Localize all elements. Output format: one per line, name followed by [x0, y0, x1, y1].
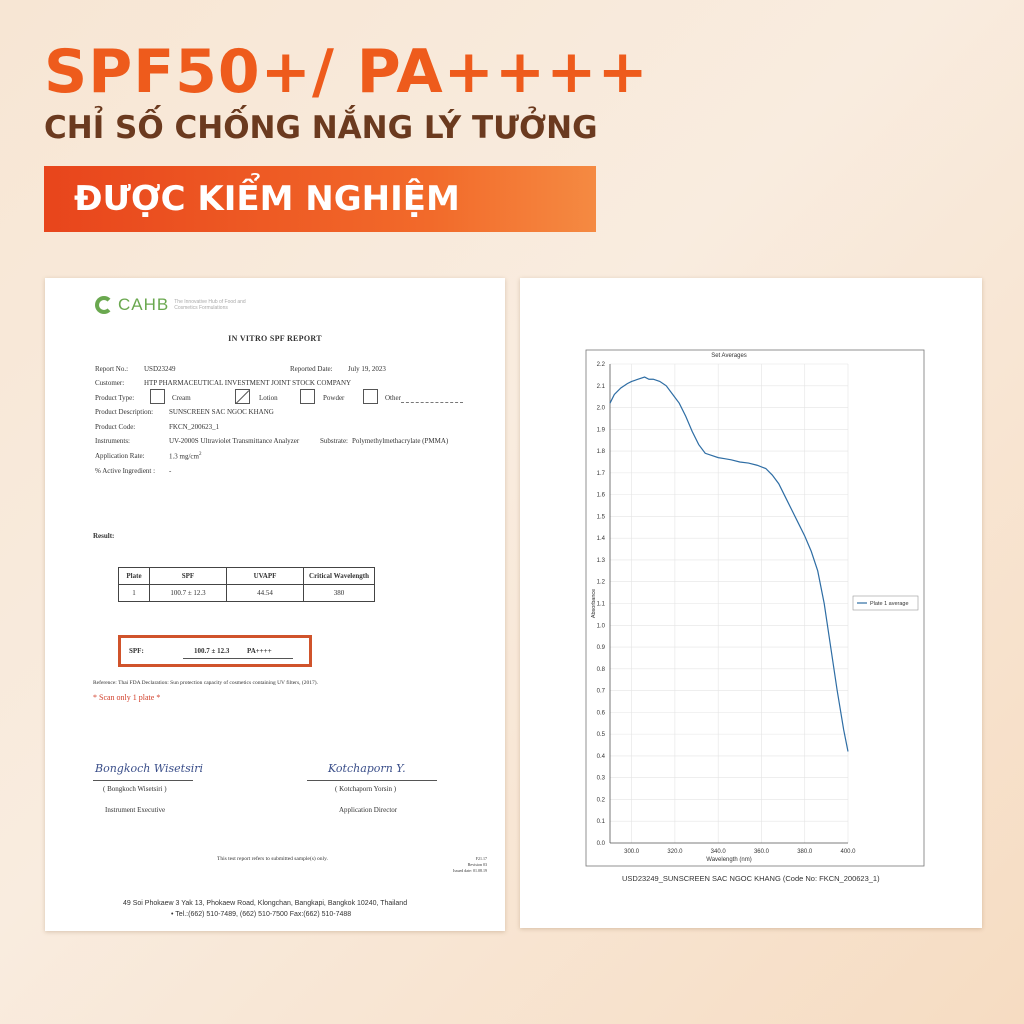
contact-text: Tel.:(662) 510-7489, (662) 510-7500 Fax:(662) 510-7488 [175, 911, 352, 918]
application-rate [169, 452, 201, 460]
scan-note: * Scan only 1 plate * [93, 693, 161, 702]
signer-1-name: ( Bongkoch Wisetsiri ) [103, 785, 167, 793]
signature-2: Kotchaporn Y. [328, 762, 406, 775]
y-tick-label: 2.1 [596, 383, 605, 390]
doc-code-line: Revision 03 [467, 862, 487, 867]
absorbance-chart-document [520, 278, 982, 928]
x-tick-label: 340.0 [710, 849, 726, 855]
y-tick-label: 0.4 [596, 753, 605, 760]
product-type-label: Product Type: [95, 394, 135, 402]
document-code [453, 856, 487, 874]
report-no: USD23249 [144, 365, 176, 373]
y-tick-label: 0.0 [596, 841, 605, 847]
table-cell: 100.7 ± 12.3 [150, 585, 227, 602]
signature-line-1 [93, 780, 193, 781]
spf-report-document [45, 278, 505, 931]
results-table [118, 567, 375, 602]
product-type-powder: Powder [323, 394, 345, 402]
x-tick-label: 360.0 [753, 849, 769, 855]
logo-tagline: The Innovative Hub of Food and Cosmetics Formulations [174, 299, 246, 311]
substrate-label: Substrate: [320, 437, 348, 445]
checkbox-cream [150, 389, 165, 404]
doc-code-line: F21.17 [475, 856, 487, 861]
table-header: SPF [150, 568, 227, 585]
y-tick-label: 0.2 [596, 797, 605, 804]
chart-title: Set Averages [711, 353, 747, 359]
x-tick-label: 320.0 [667, 849, 683, 855]
report-title: IN VITRO SPF REPORT [228, 334, 322, 343]
y-tick-label: 0.7 [596, 688, 605, 695]
cahb-logo-icon [95, 296, 113, 314]
address: 49 Soi Phokaew 3 Yak 13, Phokaew Road, Klongchan, Bangkapi, Bangkok 10240, Thailand [123, 900, 408, 907]
y-tick-label: 1.5 [596, 514, 605, 521]
spf-underline [183, 658, 293, 659]
table-cell: 380 [304, 585, 375, 602]
logo-text: CAHB [118, 295, 170, 314]
y-tick-label: 2.0 [596, 405, 605, 412]
y-axis-label: Absorbance [591, 588, 597, 619]
x-tick-label: 300.0 [624, 849, 640, 855]
y-tick-label: 0.5 [596, 732, 605, 739]
y-tick-label: 1.3 [596, 557, 605, 564]
instruments: UV-2000S Ultraviolet Transmittance Analyzer [169, 437, 300, 445]
product-type-cream: Cream [172, 394, 191, 402]
y-tick-label: 2.2 [596, 362, 605, 368]
signature-1: Bongkoch Wisetsiri [95, 762, 204, 775]
spf-value: 100.7 ± 12.3 [194, 647, 230, 655]
x-tick-label: 400.0 [840, 849, 856, 855]
x-axis-label: Wavelength (nm) [706, 857, 752, 863]
substrate: Polymethylmethacrylate (PMMA) [352, 437, 449, 445]
rate-value: 1.3 mg/cm [169, 452, 199, 461]
contact [171, 911, 351, 918]
product-type-other: Other [385, 394, 401, 402]
table-header: Critical Wavelength [304, 568, 375, 585]
customer-label: Customer: [95, 379, 125, 387]
description-label: Product Description: [95, 408, 154, 416]
table-cell: 44.54 [227, 585, 304, 602]
table-header: UVAPF [227, 568, 304, 585]
other-line [401, 402, 463, 403]
bullet-icon: • [171, 911, 176, 918]
table-header-row [119, 568, 375, 585]
y-tick-label: 1.8 [596, 449, 605, 456]
signer-2-name: ( Kotchaporn Yorsin ) [335, 785, 397, 793]
doc-code-line: Issued date: 01.08.19 [453, 868, 487, 873]
y-tick-label: 1.2 [596, 579, 605, 586]
checkbox-powder [300, 389, 315, 404]
checkbox-lotion [235, 389, 250, 404]
legend-label: Plate 1 average [870, 601, 909, 607]
table-header: Plate [119, 568, 150, 585]
description: SUNSCREEN SAC NGOC KHANG [169, 408, 274, 416]
code-label: Product Code: [95, 423, 136, 431]
checkbox-other [363, 389, 378, 404]
subheadline: CHỈ SỐ CHỐNG NẮNG LÝ TƯỞNG [44, 110, 598, 146]
reported-date: July 19, 2023 [348, 365, 386, 373]
product-code: FKCN_200623_1 [169, 423, 220, 431]
instruments-label: Instruments: [95, 437, 130, 445]
tested-banner: ĐƯỢC KIỂM NGHIỆM [44, 166, 596, 232]
rate-unit-sup: 2 [198, 452, 202, 457]
y-tick-label: 1.0 [596, 623, 605, 630]
report-no-label: Report No.: [95, 365, 129, 373]
spf-highlight-box [118, 635, 312, 667]
y-tick-label: 0.3 [596, 775, 605, 782]
table-cell: 1 [119, 585, 150, 602]
x-tick-label: 380.0 [797, 849, 813, 855]
pa-value: PA++++ [247, 647, 272, 655]
absorbance-chart [520, 278, 982, 928]
signature-line-2 [307, 780, 437, 781]
y-tick-label: 0.1 [596, 819, 605, 826]
spf-label: SPF: [129, 647, 144, 655]
y-tick-label: 1.6 [596, 492, 605, 499]
signer-2-title: Application Director [339, 806, 398, 814]
active-label: % Active Ingredient : [95, 467, 156, 475]
y-tick-label: 0.8 [596, 666, 605, 673]
chart-caption: USD23249_SUNSCREEN SAC NGOC KHANG (Code No: FKCN_200623_1) [622, 874, 880, 883]
y-tick-label: 1.9 [596, 427, 605, 434]
active-value: - [169, 467, 172, 475]
product-type-lotion: Lotion [259, 394, 278, 402]
signer-1-title: Instrument Executive [105, 806, 166, 814]
cahb-logo [95, 295, 254, 315]
y-tick-label: 1.4 [596, 536, 605, 543]
reference-text: Reference: Thai FDA Declaration: Sun protection capacity of cosmetics containing UV filters, (2017). [93, 680, 318, 686]
result-label: Result: [93, 532, 115, 540]
headline: SPF50+/ PA++++ [44, 37, 649, 107]
y-tick-label: 1.7 [596, 470, 605, 477]
y-tick-label: 1.1 [596, 601, 605, 608]
rate-label: Application Rate: [95, 452, 145, 460]
y-tick-label: 0.6 [596, 710, 605, 717]
footer-note: This test report refers to submitted sample(s) only. [217, 856, 328, 862]
reported-date-label: Reported Date: [290, 365, 333, 373]
customer: HTP PHARMACEUTICAL INVESTMENT JOINT STOCK COMPANY [144, 379, 352, 387]
y-tick-label: 0.9 [596, 645, 605, 652]
table-row [119, 585, 375, 602]
